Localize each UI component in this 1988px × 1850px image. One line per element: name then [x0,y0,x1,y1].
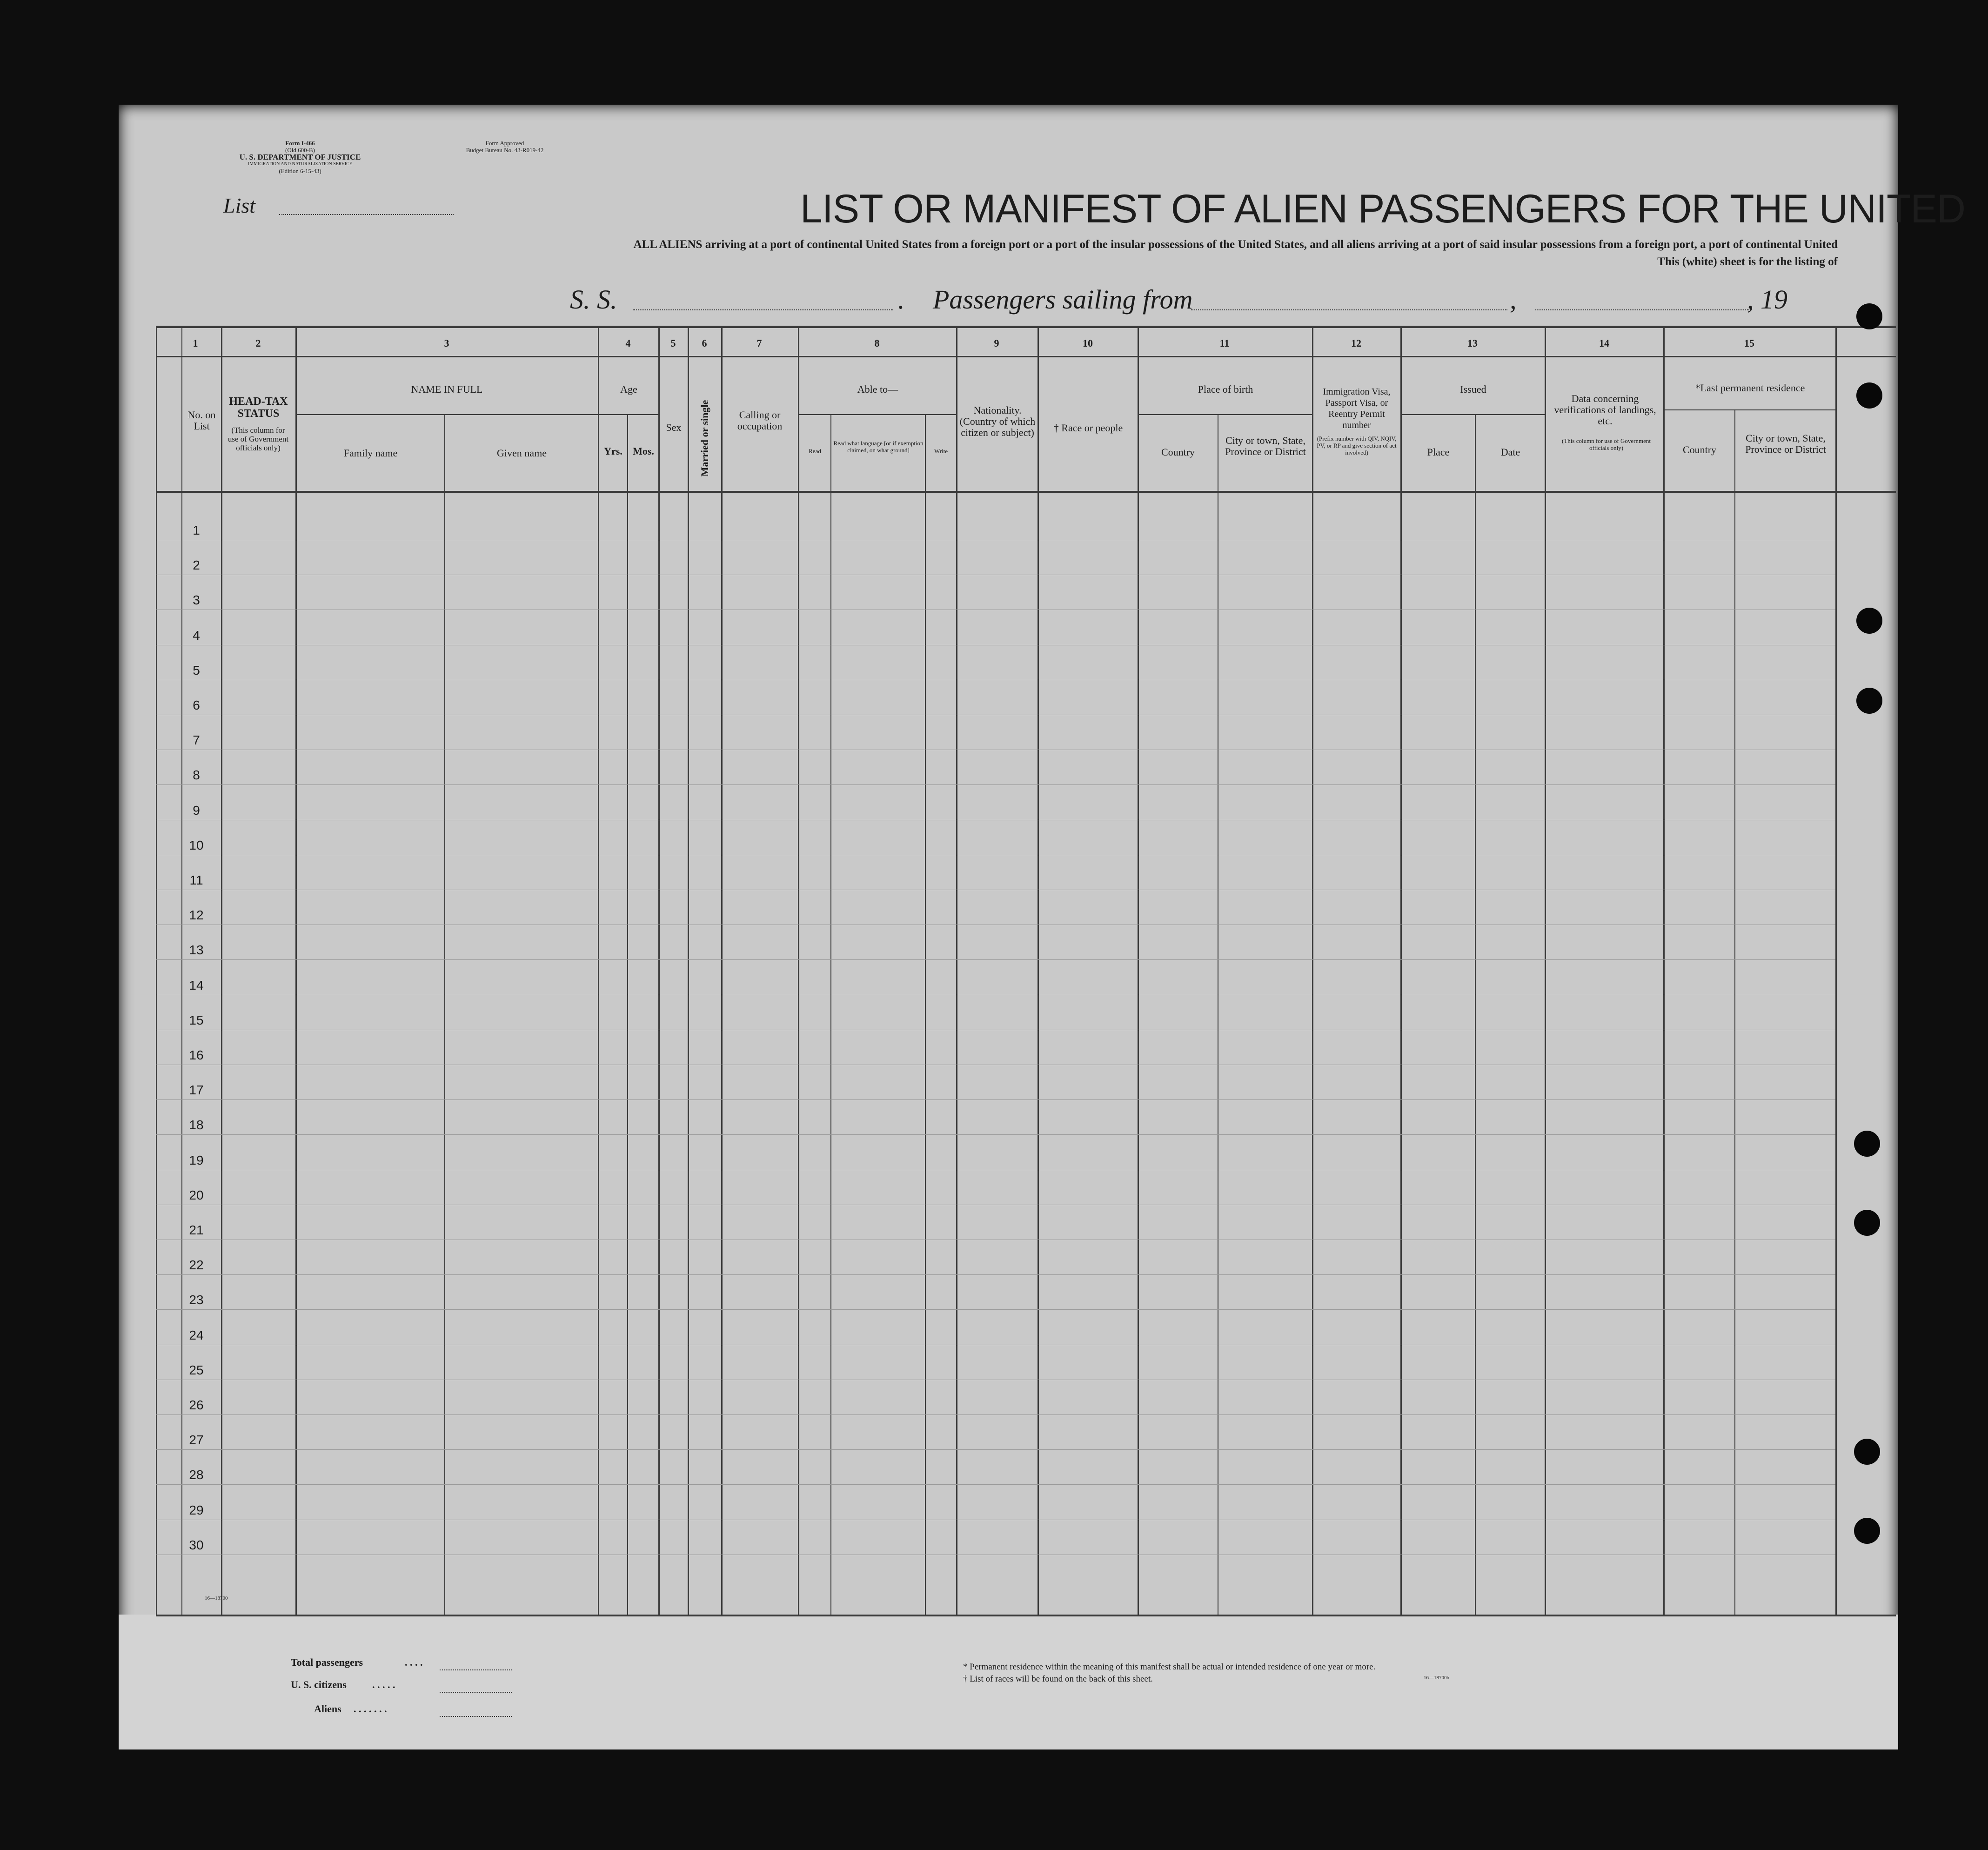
row-number: 30 [189,1537,204,1552]
table-row[interactable] [156,959,1835,960]
row-number: 4 [193,628,200,643]
data-concerning-note: (This column for use of Government officials only) [1562,437,1651,451]
col-line [1545,326,1546,1615]
residence-country-header: Country [1682,444,1717,456]
row-number: 1 [193,523,200,537]
column-number: 1 [193,337,198,349]
leader-dots: . . . . . [372,1679,395,1690]
us-citizens-label: U. S. citizens [291,1679,347,1690]
row-number: 10 [189,838,204,852]
print-code-2: 16—18700b [1424,1675,1449,1681]
colnum-rule [156,356,1896,357]
col-line [221,326,222,1615]
binder-hole [1856,382,1882,409]
able-to-header: Able to— [857,383,898,395]
residence-subrule [1663,409,1835,410]
mos-header: Mos. [633,445,654,457]
row-number: 19 [189,1153,204,1167]
column-number: 5 [670,337,676,349]
col-line [798,326,799,1615]
binder-hole [1854,1518,1880,1544]
name-subrule [295,414,598,415]
col-line [1138,326,1139,1615]
col-line [1835,326,1837,1615]
family-name-header: Family name [343,447,398,459]
year-label: , 19 [1747,284,1787,315]
col-line [156,326,157,1615]
write-header: Write [934,448,948,455]
form-old-number: (Old 600-B) [285,147,315,154]
column-number: 14 [1599,337,1609,349]
row-number: 26 [189,1398,204,1412]
nationality-header: Nationality. (Country of which citizen or subject) [959,404,1036,438]
age-subrule [598,414,658,415]
row-number: 6 [193,698,200,712]
row-number: 15 [189,1012,204,1027]
col-line [598,326,599,1615]
row-number: 7 [193,733,200,748]
col-line [627,414,628,1615]
row-number: 24 [189,1327,204,1342]
sex-header: Sex [666,422,682,433]
column-number: 13 [1467,337,1478,349]
yrs-header: Yrs. [604,445,623,457]
form-number: Form I-466 [285,140,315,147]
row-number: 27 [189,1433,204,1448]
issued-place-header: Place [1427,446,1450,458]
col-line [1312,326,1313,1615]
table-row[interactable] [156,1134,1835,1135]
row-number: 11 [189,873,203,887]
column-number: 10 [1083,337,1093,349]
sailing-port-blank[interactable] [1191,309,1507,310]
manifest-title: LIST OR MANIFEST OF ALIEN PASSENGERS FOR THE UNITED [800,187,1966,231]
table-row[interactable] [156,1484,1835,1485]
col-line [1400,326,1402,1615]
able-subrule [798,414,956,415]
birth-subrule [1138,414,1312,415]
column-number: 7 [756,337,762,349]
issued-subrule [1400,414,1545,415]
row-number: 16 [189,1048,204,1062]
total-passengers-field[interactable] [440,1669,512,1670]
form-approved: Form Approved [485,140,524,147]
total-passengers-label: Total passengers [291,1656,363,1668]
form-edition: (Edition 6-15-43) [279,168,321,174]
column-number: 11 [1219,337,1230,349]
form-id-block [212,140,388,174]
column-number: 6 [702,337,707,349]
binder-hole [1854,1210,1880,1236]
read-header: Read [809,448,821,455]
row-number: 23 [189,1293,204,1307]
birth-country-header: Country [1161,446,1195,458]
visa-header: Immigration Visa, Passport Visa, or Reentry Permit number [1323,387,1391,430]
table-row[interactable] [156,1449,1835,1450]
aliens-label: Aliens [314,1703,341,1715]
race-footnote: † List of races will be found on the back of this sheet. [963,1674,1153,1684]
row-number: 2 [193,558,200,573]
ss-label: S. S. [570,284,617,315]
col-line [444,414,445,1615]
place-of-birth-header: Place of birth [1198,383,1253,395]
row-number: 21 [189,1223,204,1237]
calling-header: Calling or occupation [737,409,783,432]
list-blank[interactable] [279,214,454,215]
table-row[interactable] [156,1414,1835,1415]
row-number: 20 [189,1187,204,1202]
binder-hole [1856,608,1882,634]
manifest-sheet [119,105,1966,1749]
row-number: 14 [189,978,204,992]
data-concerning-header: Data concerning verifications of landings, etc. [1554,393,1656,427]
binder-hole [1854,1439,1880,1465]
comma-mark: , [1510,284,1517,315]
budget-bureau: Budget Bureau No. 43-R019-42 [466,147,544,154]
col-line [295,326,297,1615]
row-number: 5 [193,663,200,677]
row-number: 17 [189,1083,204,1098]
row-number: 28 [189,1468,204,1482]
col-line [1734,409,1735,1615]
residence-city-header: City or town, State, Province or District [1745,432,1826,455]
col-line [830,414,831,1615]
column-number: 9 [994,337,999,349]
service: IMMIGRATION AND NATURALIZATION SERVICE [248,161,352,167]
table-row[interactable] [156,1099,1835,1100]
binder-hole [1854,1131,1880,1157]
col-line [688,326,689,1615]
given-name-header: Given name [497,447,547,459]
head-tax-header: HEAD-TAX STATUS [229,395,288,420]
column-number: 3 [444,337,449,349]
col-line [925,414,926,1615]
age-header: Age [620,383,637,395]
col-line [1475,414,1476,1615]
department: U. S. DEPARTMENT OF JUSTICE [239,153,361,161]
row-number: 29 [189,1502,204,1517]
table-row[interactable] [156,784,1835,785]
sailing-label: Passengers sailing from [933,284,1193,315]
no-on-list-header: No. on List [187,409,216,432]
read-language-header: Read what language [or if exemption claimed, on what ground] [833,440,924,454]
column-number: 4 [625,337,631,349]
last-residence-header: *Last permanent residence [1695,382,1805,394]
manifest-subtitle2: This (white) sheet is for the listing of [1657,255,1838,268]
column-number: 15 [1744,337,1754,349]
row-number: 9 [193,803,200,818]
table-bottom-rule [156,1615,1896,1616]
col-line [181,326,182,1615]
col-line [721,326,723,1615]
manifest-subtitle: ALL ALIENS arriving at a port of continental United States from a foreign port or a port of the insular possessions of the United States, and all aliens arriving at a port of said insular possessions from a foreign port, a port of continental United [633,238,1838,251]
col-line [658,326,660,1615]
row-number: 22 [189,1258,204,1273]
column-number: 2 [255,337,261,349]
column-number: 12 [1351,337,1361,349]
row-number: 18 [189,1118,204,1133]
ship-name-blank[interactable] [633,309,893,310]
row-number: 13 [189,943,204,958]
binder-hole [1856,688,1882,714]
approval-block [421,140,589,154]
row-number: 25 [189,1362,204,1377]
col-line [1038,326,1039,1615]
visa-note: (Prefix number with QIV, NQIV, PV, or RP and give section of act involved) [1317,435,1397,456]
table-top-rule [156,326,1896,328]
print-code: 16—18700 [205,1595,228,1601]
race-header: † Race or people [1053,422,1123,434]
sailing-date-blank[interactable] [1535,309,1749,310]
birth-city-header: City or town, State, Province or District [1225,435,1306,457]
column-number: 8 [874,337,880,349]
row-number: 8 [193,768,200,783]
head-tax-note: (This column for use of Government officials only) [228,426,289,452]
table-row[interactable] [156,1309,1835,1310]
binder-hole [1856,303,1882,329]
table-row[interactable] [156,1274,1835,1275]
leader-dots: . . . . . . . [354,1703,387,1715]
list-label: List [223,194,256,217]
us-citizens-field[interactable] [440,1692,512,1693]
row-number: 12 [189,908,204,923]
header-bottom-rule [156,491,1896,493]
col-line [1663,326,1665,1615]
leader-dots: . . . . [405,1656,423,1668]
period-mark: . [898,284,905,315]
col-line [956,326,957,1615]
residence-footnote: * Permanent residence within the meaning of this manifest shall be actual or intended residence of one year or more. [963,1662,1376,1672]
married-header: Married or single [699,400,710,477]
name-in-full-header: NAME IN FULL [411,383,483,395]
row-number: 3 [193,593,200,608]
issued-header: Issued [1460,383,1486,395]
issued-date-header: Date [1500,446,1520,458]
aliens-field[interactable] [440,1716,512,1717]
